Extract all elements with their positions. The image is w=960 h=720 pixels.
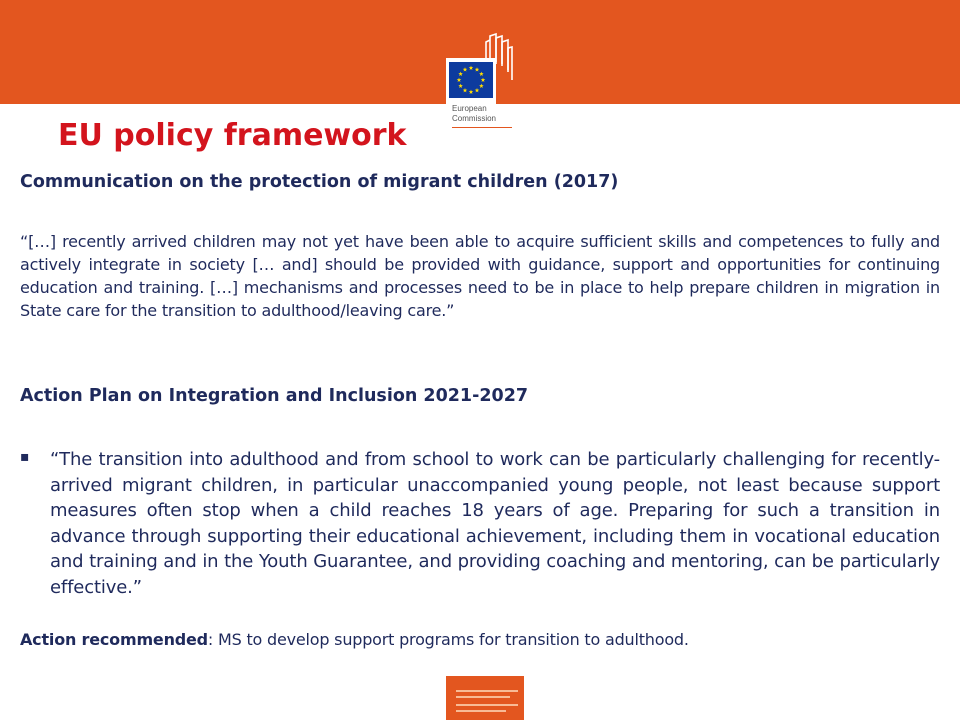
section2-bullet-item (20, 447, 940, 600)
section1-heading: Communication on the protection of migrant children (2017) (20, 172, 619, 192)
action-text: : MS to develop support programs for transition to adulthood. (207, 630, 689, 649)
action-label: Action recommended (20, 630, 208, 649)
action-recommended (20, 630, 689, 649)
logo-divider (452, 127, 512, 128)
dg-badge-logo (446, 676, 524, 720)
section2-heading: Action Plan on Integration and Inclusion 2021-2027 (20, 386, 529, 406)
bullet-icon: ▪ (20, 449, 30, 465)
logo-line-1: European (452, 104, 487, 113)
section1-quote: “[…] recently arrived children may not yet have been able to acquire sufficient skills and competences to fully and actively integrate in society [… and] should be provided with guidance, support and opportunities for continuing education and training. […] mechanisms and processes need to be in place to help prepare children in migration in State care for the transition to adulthood/leaving care.” (20, 232, 940, 320)
logo-wordmark (452, 104, 522, 124)
section2-quote: “The transition into adulthood and from school to work can be particularly challenging for recently-arrived migrant children, in particular unaccompanied young people, not least because support measures often stop when a child reaches 18 years of age. Preparing for such a transition in advance through supporting their educational achievement, including them in vocational education and training and in the Youth Guarantee, and providing coaching and mentoring, can be particularly effective.” (50, 449, 940, 598)
slide-title: EU policy framework (58, 118, 407, 153)
logo-line-2: Commission (452, 114, 497, 123)
